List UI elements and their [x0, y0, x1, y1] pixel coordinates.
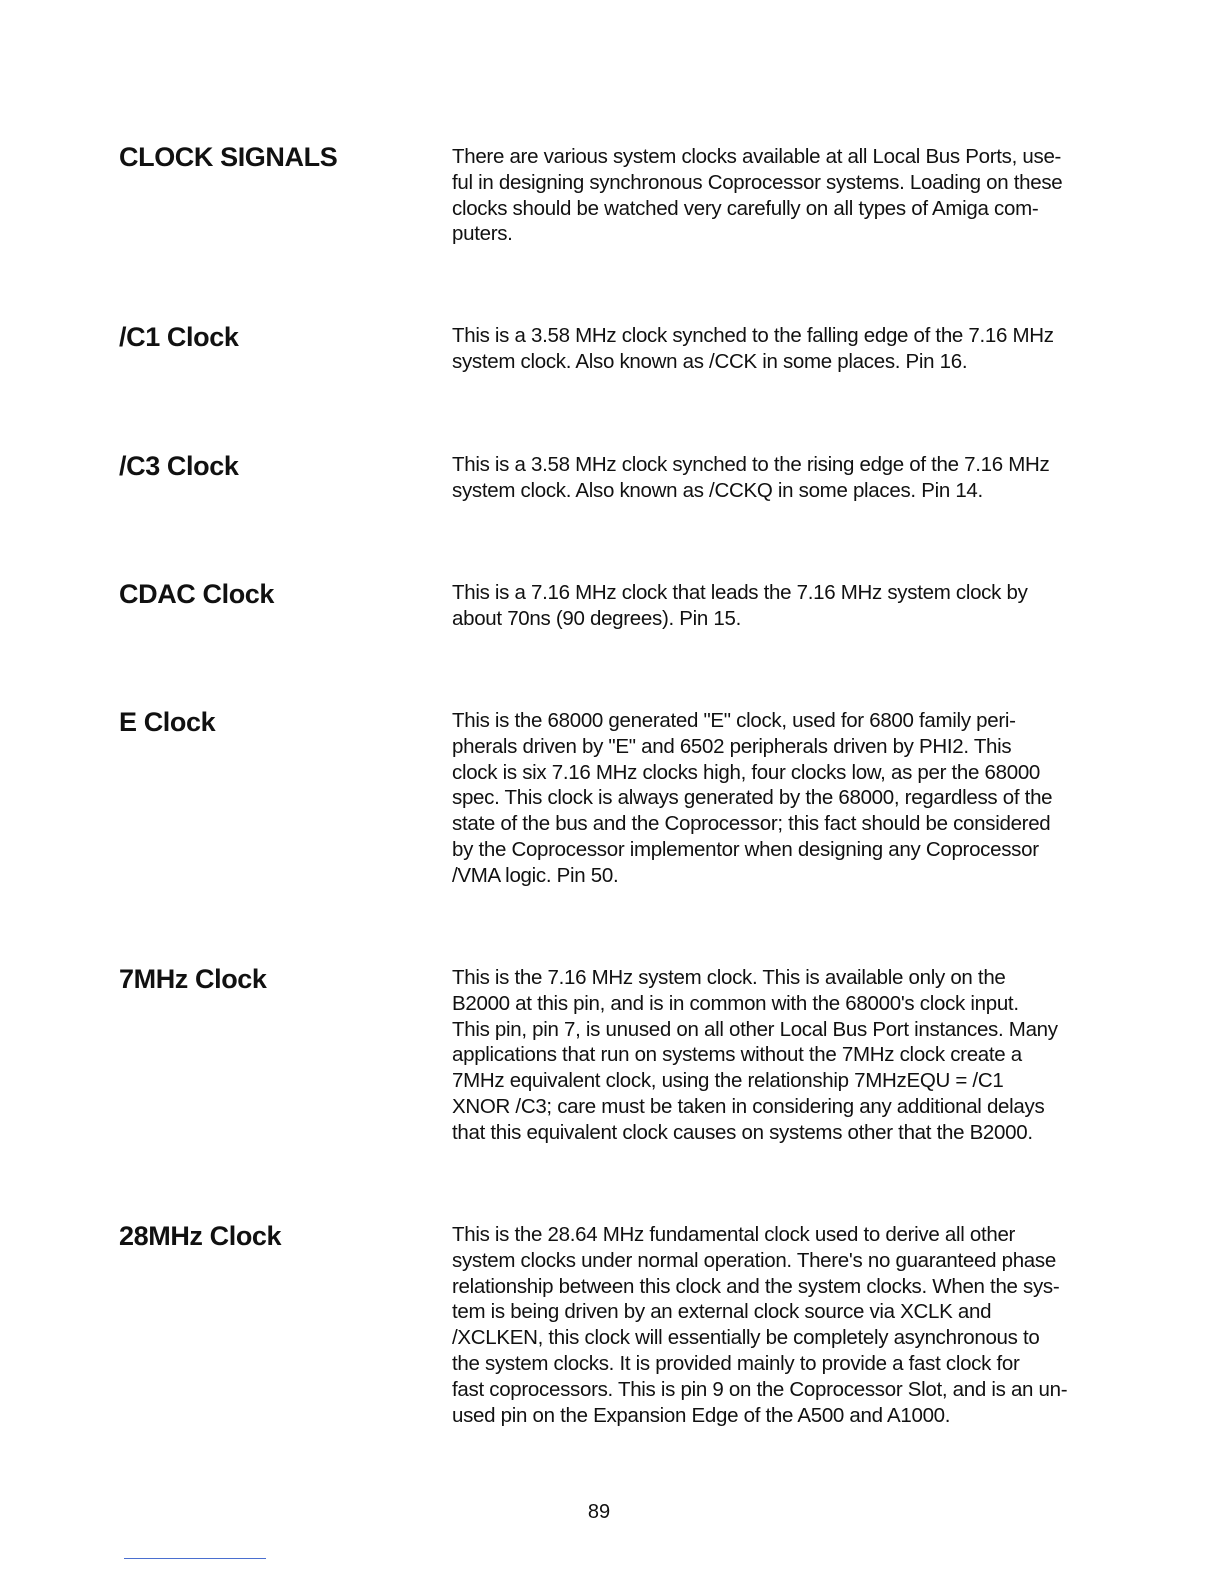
section-body	[452, 580, 1028, 632]
section-body	[452, 323, 1054, 375]
body-line: pherals driven by "E" and 6502 peripherals driven by PHI2. This	[452, 734, 1012, 758]
section-heading: 28MHz Clock	[119, 1221, 282, 1251]
section-body	[452, 144, 1062, 247]
body-line: 7MHz equivalent clock, using the relationship 7MHzEQU = /C1	[452, 1069, 1004, 1093]
body-line: This pin, pin 7, is unused on all other Local Bus Port instances. Many	[452, 1017, 1058, 1041]
body-line: /VMA logic. Pin 50.	[452, 863, 619, 887]
section-body	[452, 965, 1058, 1146]
body-line: puters.	[452, 222, 513, 246]
body-line: fast coprocessors. This is pin 9 on the Coprocessor Slot, and is an un-	[452, 1377, 1068, 1401]
section-heading: /C3 Clock	[119, 451, 239, 481]
section-heading: /C1 Clock	[119, 322, 239, 352]
body-line: system clocks under normal operation. There's no guaranteed phase	[452, 1248, 1056, 1272]
body-line: used pin on the Expansion Edge of the A500 and A1000.	[452, 1403, 951, 1427]
page-number: 89	[587, 1501, 611, 1523]
body-line: This is the 7.16 MHz system clock. This is available only on the	[452, 966, 1006, 989]
body-line: that this equivalent clock causes on systems other that the B2000.	[452, 1120, 1033, 1144]
body-line: system clock. Also known as /CCKQ in some places. Pin 14.	[452, 478, 983, 502]
body-line: XNOR /C3; care must be taken in considering any additional delays	[452, 1094, 1045, 1118]
body-line: clocks should be watched very carefully on all types of Amiga com-	[452, 196, 1039, 220]
body-line: /XCLKEN, this clock will essentially be completely asynchronous to	[452, 1326, 1040, 1350]
body-line: spec. This clock is always generated by the 68000, regardless of the	[452, 786, 1053, 810]
body-line: system clock. Also known as /CCK in some places. Pin 16.	[452, 349, 968, 373]
section-body	[452, 452, 1049, 504]
body-line: B2000 at this pin, and is in common with the 68000's clock input.	[452, 991, 1019, 1015]
body-line: applications that run on systems without the 7MHz clock create a	[452, 1043, 1022, 1067]
section-body	[452, 1222, 1067, 1428]
section-body	[452, 708, 1052, 889]
section-heading: 7MHz Clock	[119, 964, 267, 994]
body-line: relationship between this clock and the system clocks. When the sys-	[452, 1274, 1060, 1298]
body-line: the system clocks. It is provided mainly to provide a fast clock for	[452, 1351, 1020, 1375]
body-line: This is a 7.16 MHz clock that leads the 7.16 MHz system clock by	[452, 581, 1028, 604]
section-heading: CLOCK SIGNALS	[119, 142, 338, 172]
body-line: This is the 28.64 MHz fundamental clock used to derive all other	[452, 1223, 1016, 1246]
body-line: ful in designing synchronous Coprocessor systems. Loading on these	[452, 170, 1063, 194]
body-line: clock is six 7.16 MHz clocks high, four clocks low, as per the 68000	[452, 760, 1041, 784]
body-line: tem is being driven by an external clock source via XCLK and	[452, 1300, 992, 1324]
body-line: There are various system clocks available at all Local Bus Ports, use-	[452, 145, 1062, 168]
body-line: This is a 3.58 MHz clock synched to the falling edge of the 7.16 MHz	[452, 324, 1054, 347]
body-line: by the Coprocessor implementor when designing any Coprocessor	[452, 837, 1039, 861]
section-heading: E Clock	[119, 707, 216, 737]
footnote-rule	[124, 1558, 266, 1559]
body-line: state of the bus and the Coprocessor; this fact should be considered	[452, 812, 1051, 836]
body-line: This is a 3.58 MHz clock synched to the rising edge of the 7.16 MHz	[452, 453, 1050, 476]
body-line: about 70ns (90 degrees). Pin 15.	[452, 606, 741, 630]
body-line: This is the 68000 generated "E" clock, used for 6800 family peri-	[452, 709, 1016, 732]
section-heading: CDAC Clock	[119, 579, 275, 609]
